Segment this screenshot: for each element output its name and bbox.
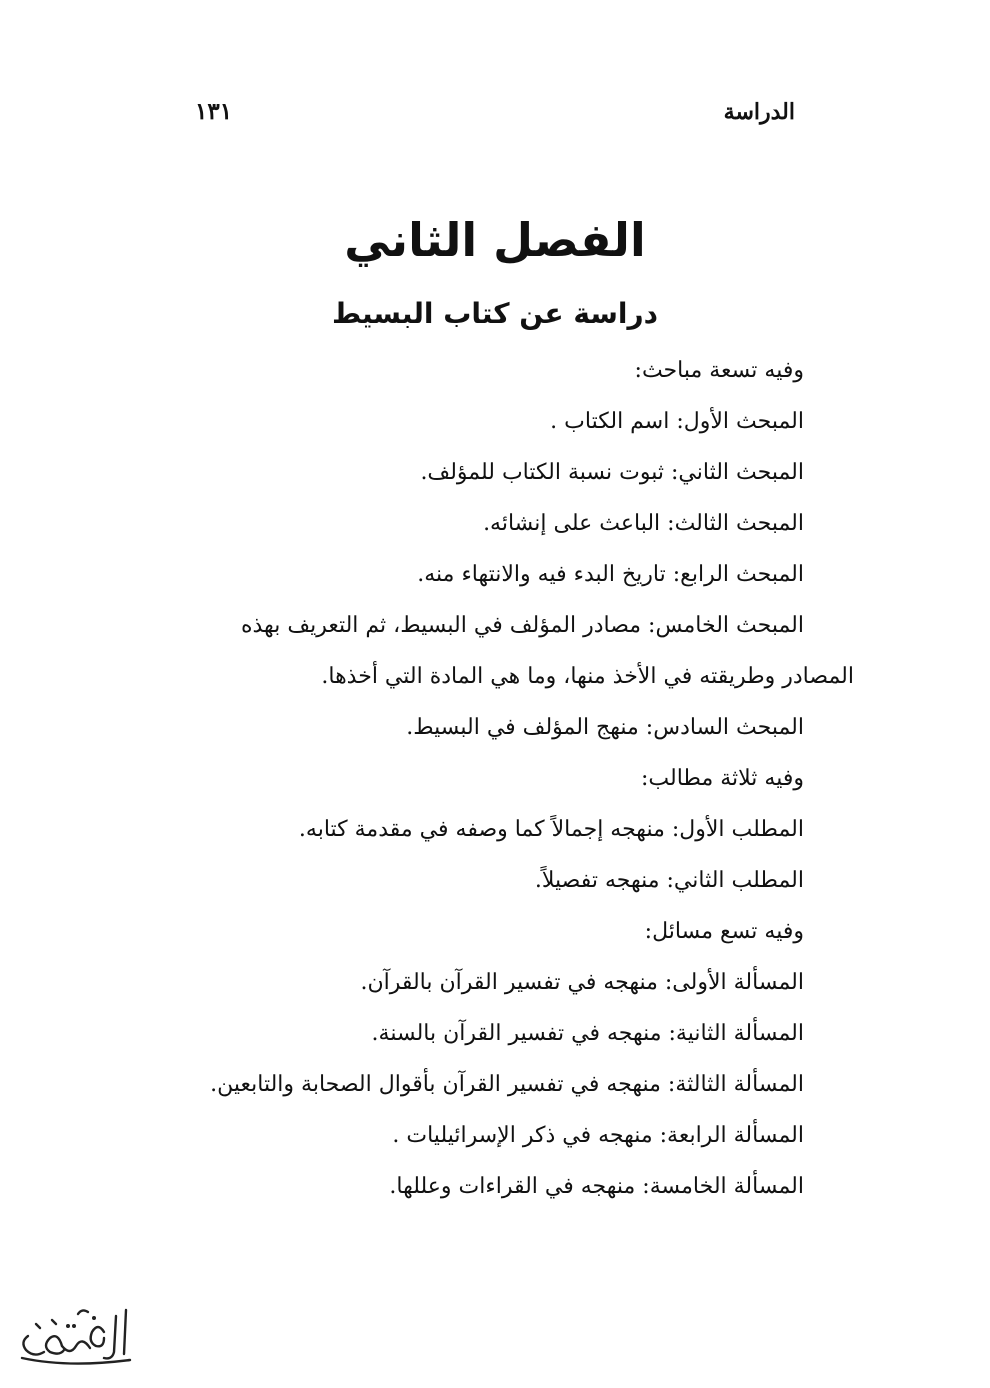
subsection-item: المطلب الأول: منهجه إجمالاً كما وصفه في مقدمة كتابه. — [298, 817, 804, 842]
section-item: المبحث السادس: منهج المؤلف في البسيط. — [406, 715, 804, 740]
issue-item: المسألة الأولى: منهجه في تفسير القرآن بالقرآن. — [360, 970, 804, 995]
section-item-continuation: المصادر وطريقته في الأخذ منها، وما هي المادة التي أخذها. — [321, 664, 854, 689]
section-item: المبحث الرابع: تاريخ البدء فيه والانتهاء منه. — [417, 562, 804, 587]
page-header — [195, 92, 795, 132]
section-item: المبحث الأول: اسم الكتاب . — [550, 409, 804, 434]
table-of-contents — [124, 345, 854, 1212]
page-number: ١٣١ — [195, 98, 233, 125]
issue-item: المسألة الخامسة: منهجه في القراءات وعللها. — [389, 1174, 804, 1199]
section-intro: وفيه تسعة مباحث: — [634, 358, 804, 383]
section-item: المبحث الخامس: مصادر المؤلف في البسيط، ثم التعريف بهذه — [240, 613, 804, 638]
chapter-title: الفصل الثاني — [344, 213, 646, 267]
subsection-intro: وفيه ثلاثة مطالب: — [641, 766, 804, 791]
issue-item: المسألة الثانية: منهجه في تفسير القرآن بالسنة. — [371, 1021, 804, 1046]
section-item: المبحث الثالث: الباعث على إنشائه. — [483, 511, 804, 536]
issues-intro: وفيه تسع مسائل: — [644, 919, 804, 944]
issue-item: المسألة الرابعة: منهجه في ذكر الإسرائيليات . — [392, 1123, 804, 1148]
issue-item: المسألة الثالثة: منهجه في تفسير القرآن بأقوال الصحابة والتابعين. — [210, 1072, 804, 1097]
section-item: المبحث الثاني: ثبوت نسبة الكتاب للمؤلف. — [420, 460, 804, 485]
calligraphy-logo-icon — [8, 1302, 138, 1372]
subsection-item: المطلب الثاني: منهجه تفصيلاً. — [534, 868, 804, 893]
running-title: الدراسة — [723, 99, 795, 125]
chapter-subtitle: دراسة عن كتاب البسيط — [332, 297, 658, 330]
